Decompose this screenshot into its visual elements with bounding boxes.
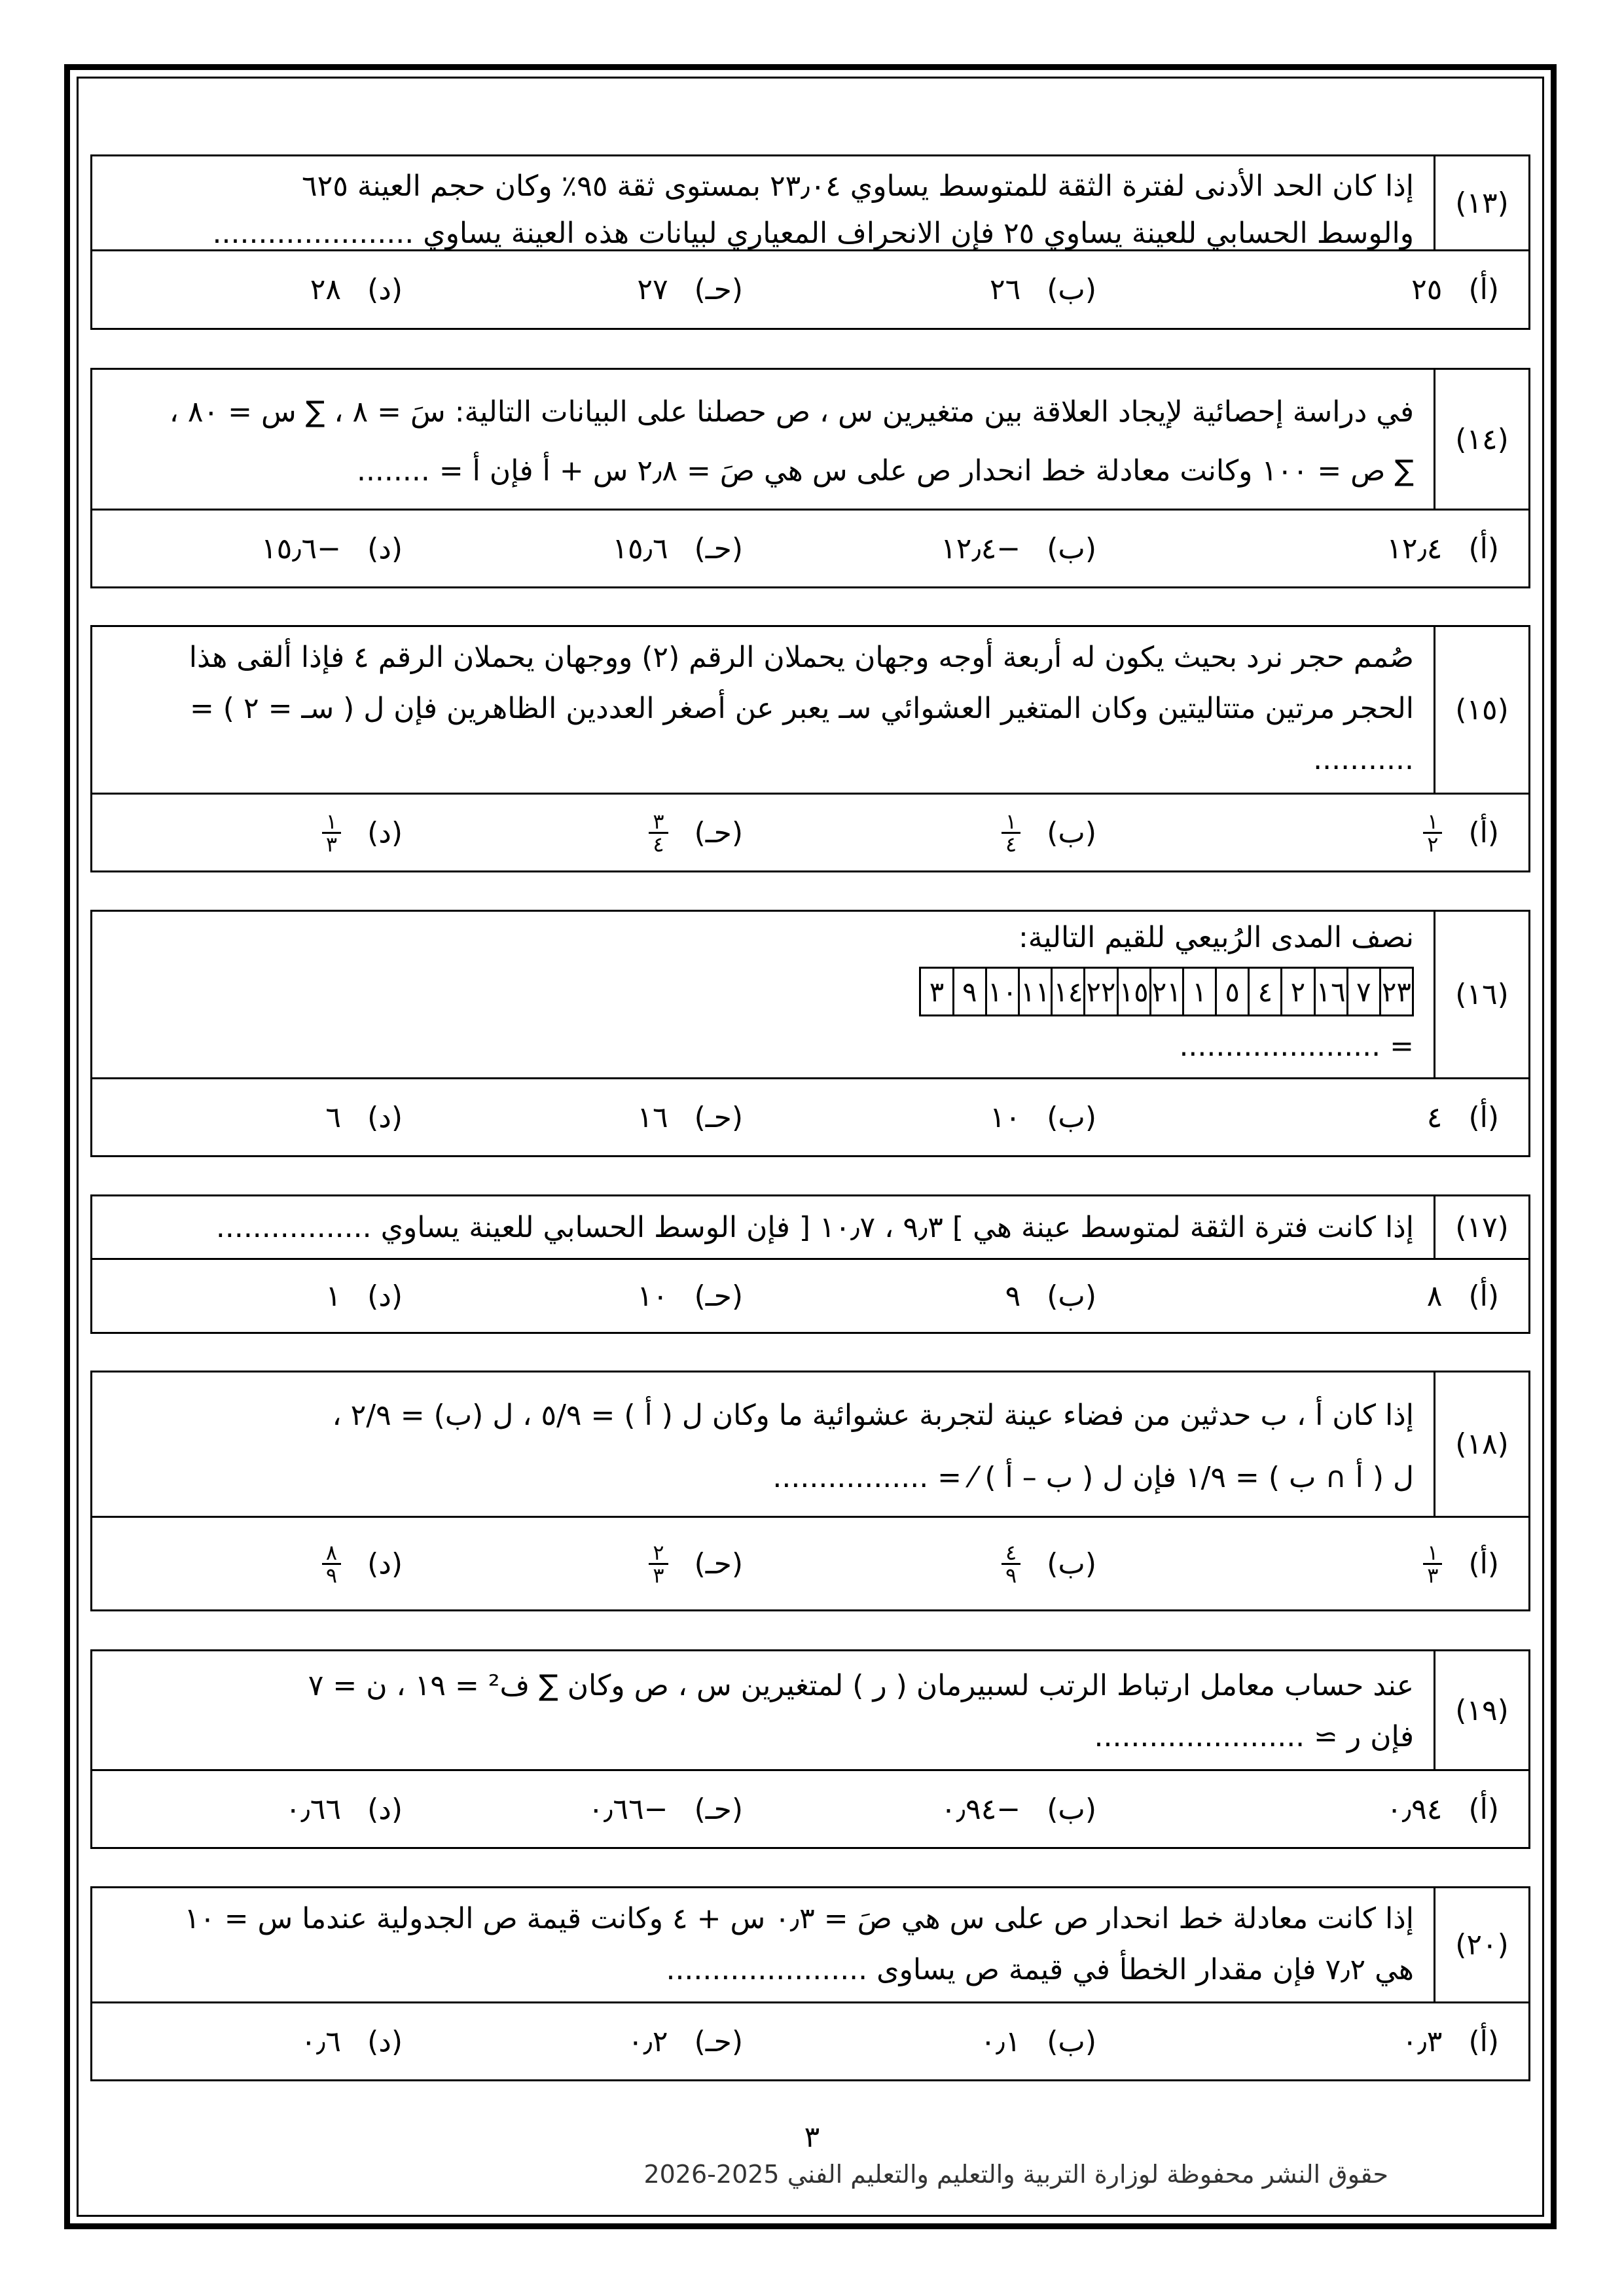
question-16 — [90, 910, 1530, 1157]
question-line: إذا كانت فترة الثقة لمتوسط عينة هي ] ٩٫٣ ، ١٠٫٧ [ فإن الوسط الحسابي للعينة يساوي ................. — [215, 1211, 1414, 1244]
option-c[interactable]: (حـ) ١٠ — [637, 1279, 743, 1313]
question-number: (١٧) — [1434, 1196, 1528, 1258]
question-number: (١٣) — [1434, 156, 1528, 249]
question-number: (٢٠) — [1434, 1888, 1528, 2001]
question-line: ........... — [1313, 743, 1414, 776]
option-c[interactable]: (حـ) ١٥٫٦ — [612, 531, 743, 565]
question-18 — [90, 1371, 1530, 1611]
option-a[interactable]: (أ) ١٢٫٤ — [1386, 531, 1499, 565]
question-text — [107, 1893, 1414, 1996]
question-text — [107, 383, 1414, 501]
copyright-footer: حقوق النشر محفوظة لوزارة التربية والتعليم والتعليم الفني 2025-2026 — [643, 2160, 1388, 2189]
table-cell: ٢١ — [1150, 968, 1183, 1016]
option-a[interactable]: (أ) ٤ — [1426, 1100, 1499, 1134]
table-cell: ٥ — [1216, 968, 1249, 1016]
question-text — [107, 1660, 1414, 1763]
option-a[interactable]: (أ) ٠٫٣ — [1401, 2024, 1499, 2058]
question-text — [107, 632, 1414, 785]
question-line: إذا كان الحد الأدنى لفترة الثقة للمتوسط يساوي ٢٣٫٠٤ بمستوى ثقة ٩٥٪ وكان حجم العينة ٦٢٥ — [301, 170, 1414, 203]
option-c[interactable]: (حـ) ١٦ — [637, 1100, 743, 1134]
question-13 — [90, 154, 1530, 330]
option-d[interactable]: (د) −١٥٫٦ — [261, 531, 403, 565]
fraction: $\frac{٢}{٣}$ — [649, 1542, 668, 1586]
question-line: والوسط الحسابي للعينة يساوي ٢٥ فإن الانحراف المعياري لبيانات هذه العينة يساوي ...................... — [212, 217, 1414, 250]
question-15 — [90, 625, 1530, 872]
option-c[interactable]: (حـ) $\frac{٣}{٤}$ — [649, 795, 743, 870]
table-cell: ٣ — [920, 968, 953, 1016]
table-cell: ٩ — [953, 968, 986, 1016]
question-number: (١٨) — [1434, 1372, 1528, 1516]
question-text — [107, 914, 1414, 961]
table-cell: ١ — [1183, 968, 1216, 1016]
fraction: $\frac{١}{٤}$ — [1001, 811, 1020, 855]
fraction: $\frac{١}{٢}$ — [1423, 811, 1442, 855]
option-d[interactable]: (د) ٦ — [325, 1100, 403, 1134]
option-d[interactable]: (د) ٠٫٦ — [300, 2024, 403, 2058]
question-line: إذا كانت معادلة خط انحدار ص على س هي صَ = ٠٫٣ س + ٤ وكانت قيمة ص الجدولية عندما س = ١٠ — [184, 1902, 1414, 1935]
table-cell: ٧ — [1347, 968, 1380, 1016]
option-b[interactable]: (ب) $\frac{١}{٤}$ — [1001, 795, 1096, 870]
table-cell: ٢٢ — [1085, 968, 1117, 1016]
option-a[interactable]: (أ) ٨ — [1426, 1279, 1499, 1313]
question-line: ل ( أ ∩ ب ) = ١/٩ فإن ل ( ب – أ ) ⁄ = ................. — [772, 1461, 1414, 1494]
question-text — [107, 1204, 1414, 1251]
option-a[interactable]: (أ) $\frac{١}{٢}$ — [1423, 795, 1499, 870]
option-d[interactable]: (د) $\frac{١}{٣}$ — [322, 795, 403, 870]
option-c[interactable]: (حـ) −٠٫٦٦ — [588, 1792, 743, 1826]
question-line: الحجر مرتين متتاليتين وكان المتغير العشوائي سـ يعبر عن أصغر العددين الظاهرين فإن ل ( سـ = ٢ ) = — [189, 692, 1414, 725]
question-line: إذا كان أ ، ب حدثين من فضاء عينة لتجربة عشوائية ما وكان ل ( أ ) = ٥/٩ ، ل (ب) = ٢/٩ ، — [332, 1399, 1414, 1432]
fraction: $\frac{١}{٣}$ — [1423, 1542, 1442, 1586]
table-cell: ١٦ — [1314, 968, 1347, 1016]
table-cell: ٢٣ — [1380, 968, 1413, 1016]
option-b[interactable]: (ب) $\frac{٤}{٩}$ — [1001, 1518, 1096, 1609]
option-b[interactable]: (ب) ٠٫١ — [980, 2024, 1096, 2058]
page-number: ٣ — [804, 2121, 820, 2154]
option-d[interactable]: (د) ١ — [325, 1279, 403, 1313]
question-19 — [90, 1649, 1530, 1849]
fraction: $\frac{٨}{٩}$ — [322, 1542, 341, 1586]
question-line: عند حساب معامل ارتباط الرتب لسبيرمان ( ر ) لمتغيرين س ، ص وكان ∑ ف² = ١٩ ، ن = ٧ — [308, 1669, 1414, 1702]
answer-blank: = ...................... — [1179, 1030, 1414, 1063]
option-c[interactable]: (حـ) $\frac{٢}{٣}$ — [649, 1518, 743, 1609]
option-b[interactable]: (ب) −١٢٫٤ — [941, 531, 1096, 565]
option-b[interactable]: (ب) −٠٫٩٤ — [941, 1792, 1096, 1826]
option-d[interactable]: (د) $\frac{٨}{٩}$ — [322, 1518, 403, 1609]
question-20 — [90, 1886, 1530, 2081]
table-cell: ١٥ — [1117, 968, 1150, 1016]
question-text — [107, 163, 1414, 257]
option-a[interactable]: (أ) ٠٫٩٤ — [1386, 1792, 1499, 1826]
question-number: (١٦) — [1434, 912, 1528, 1077]
option-d[interactable]: (د) ٢٨ — [310, 273, 403, 306]
option-d[interactable]: (د) ٠٫٦٦ — [285, 1792, 403, 1826]
option-b[interactable]: (ب) ٢٦ — [989, 273, 1096, 306]
table-cell: ٢ — [1282, 968, 1314, 1016]
question-number: (١٩) — [1434, 1651, 1528, 1769]
question-line: فإن ر ≃ ....................... — [1094, 1720, 1414, 1753]
question-line: ∑ ص = ١٠٠ وكانت معادلة خط انحدار ص على س هي صَ = ٢٫٨ س + أ فإن أ = ........ — [356, 454, 1414, 488]
option-a[interactable]: (أ) ٢٥ — [1411, 273, 1499, 306]
option-a[interactable]: (أ) $\frac{١}{٣}$ — [1423, 1518, 1499, 1609]
question-line: في دراسة إحصائية لإيجاد العلاقة بين متغيرين س ، ص حصلنا على البيانات التالية: سَ = ٨ ، ∑ س = ٨٠ ، — [169, 395, 1414, 429]
fraction: $\frac{٤}{٩}$ — [1001, 1542, 1020, 1586]
option-c[interactable]: (حـ) ٢٧ — [637, 273, 743, 306]
question-line: صُمم حجر نرد بحيث يكون له أربعة أوجه وجهان يحملان الرقم (٢) ووجهان يحملان الرقم ٤ فإذا ألقى هذا — [189, 641, 1414, 674]
question-text — [107, 1384, 1414, 1509]
question-line: هي ٧٫٢ فإن مقدار الخطأ في قيمة ص يساوى ...................... — [666, 1953, 1414, 1986]
table-cell: ١٤ — [1052, 968, 1085, 1016]
values-table — [919, 967, 1414, 1016]
question-17 — [90, 1194, 1530, 1334]
table-cell: ٤ — [1249, 968, 1282, 1016]
table-cell: ١٠ — [986, 968, 1019, 1016]
question-line: نصف المدى الرُبيعي للقيم التالية: — [1018, 921, 1414, 954]
option-b[interactable]: (ب) ١٠ — [989, 1100, 1096, 1134]
fraction: $\frac{٣}{٤}$ — [649, 811, 668, 855]
option-b[interactable]: (ب) ٩ — [1005, 1279, 1096, 1313]
question-14 — [90, 368, 1530, 588]
option-c[interactable]: (حـ) ٠٫٢ — [628, 2024, 743, 2058]
table-cell: ١١ — [1019, 968, 1052, 1016]
fraction: $\frac{١}{٣}$ — [322, 811, 341, 855]
question-number: (١٤) — [1434, 370, 1528, 509]
question-number: (١٥) — [1434, 627, 1528, 793]
